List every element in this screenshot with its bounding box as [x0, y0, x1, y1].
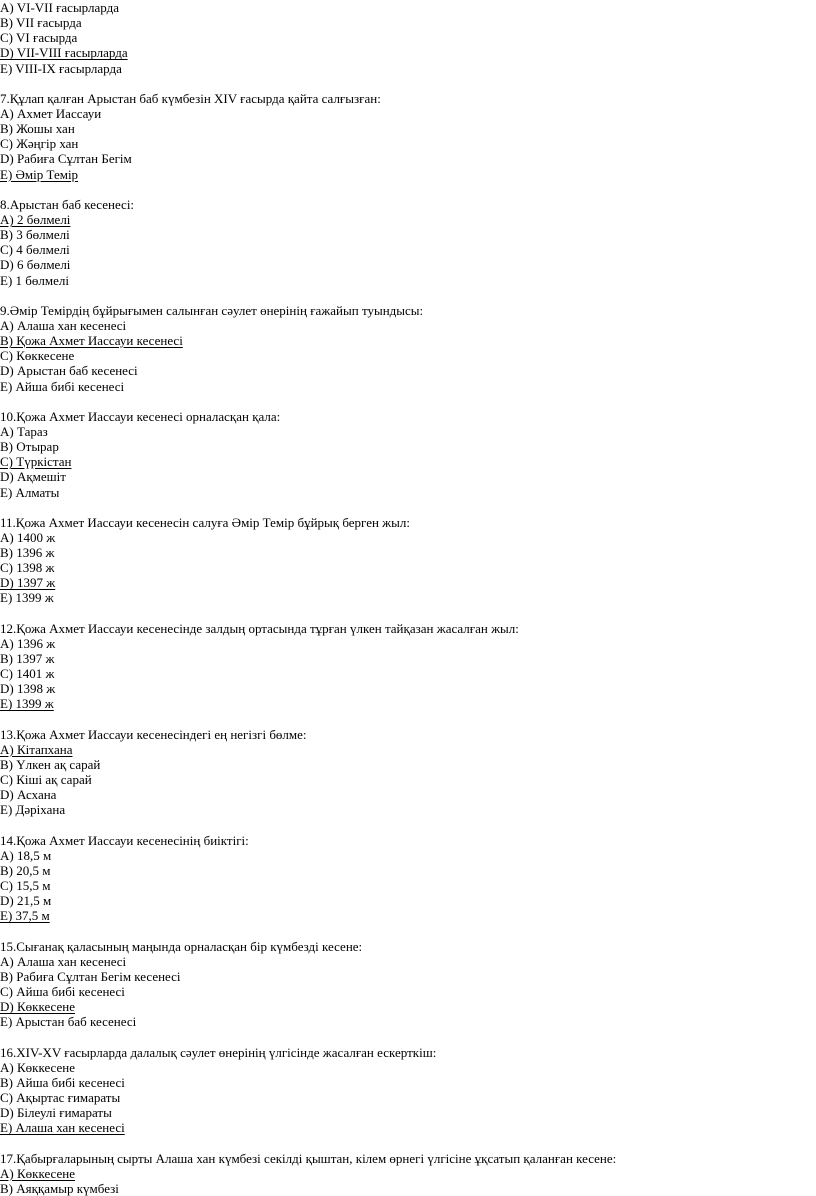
answer-option: D) 21,5 м [0, 893, 52, 909]
answer-option-correct: E) Әмір Темір [0, 166, 79, 182]
answer-option: C) 4 бөлмелі [0, 242, 70, 258]
answer-option: A) VI-VII ғасырларда [0, 0, 119, 15]
answer-option: C) Айша бибі кесенесі [0, 984, 125, 1000]
answer-option: E) 1 бөлмелі [0, 272, 69, 288]
answer-option-correct: D) Көккесене [0, 999, 75, 1015]
answer-option: A) Ахмет Иассауи [0, 105, 102, 121]
question-text: 14.Қожа Ахмет Иассауи кесенесінің биіктігі: [0, 832, 249, 848]
answer-option: B) 1396 ж [0, 545, 55, 561]
answer-option: D) Рабиға Сұлтан Бегім [0, 151, 132, 167]
answer-option: B) Айша бибі кесенесі [0, 1074, 125, 1090]
question-spacer [0, 924, 616, 939]
answer-option-correct: E) Алаша хан кесенесі [0, 1120, 125, 1136]
question-spacer [0, 288, 616, 303]
answer-option: A) 1400 ж [0, 529, 56, 545]
question-spacer [0, 818, 616, 833]
question-text: 7.Құлап қалған Арыстан баб күмбезін XIV ғасырда қайта салғызған: [0, 90, 381, 106]
question-text: 8.Арыстан баб кесенесі: [0, 196, 135, 212]
answer-option: C) 1398 ж [0, 560, 55, 576]
answer-option: B) 1397 ж [0, 651, 55, 667]
answer-option: A) Алаша хан кесенесі [0, 317, 127, 333]
answer-option-correct: E) 37,5 м [0, 908, 50, 924]
question-text: 9.Әмір Темірдің бұйрығымен салынған сәулет өнерінің ғажайып туындысы: [0, 302, 424, 318]
question-text: 10.Қожа Ахмет Иассауи кесенесі орналасқан қала: [0, 408, 281, 424]
answer-option: C) Жәңгір хан [0, 136, 79, 152]
question-spacer [0, 394, 616, 409]
answer-option: D) Арыстан баб кесенесі [0, 363, 138, 379]
answer-option: E) Дәріхана [0, 802, 66, 818]
answer-option-correct: A) Кітапхана [0, 741, 73, 757]
answer-option-correct: A) Көккесене [0, 1165, 75, 1181]
question-spacer [0, 1030, 616, 1045]
answer-option: A) Алаша хан кесенесі [0, 953, 127, 969]
answer-option: A) Көккесене [0, 1059, 75, 1075]
question-spacer [0, 606, 616, 621]
answer-option: A) 1396 ж [0, 635, 56, 651]
question-text: 11.Қожа Ахмет Иассауи кесенесін салуға Әмір Темір бұйрық берген жыл: [0, 514, 411, 530]
answer-option-correct: D) VII-VIII ғасырларда [0, 45, 128, 61]
answer-option: E) VIII-IX ғасырларда [0, 60, 122, 76]
question-text: 13.Қожа Ахмет Иассауи кесенесіндегі ең негізгі бөлме: [0, 726, 307, 742]
question-text: 17.Қабырғаларының сырты Алаша хан күмбезі секілді қыштан, кілем өрнегі үлгісіне ұқсатып қаланған кесене: [0, 1150, 617, 1166]
answer-option: D) 1398 ж [0, 681, 56, 697]
answer-option: C) Кіші ақ сарай [0, 772, 92, 788]
question-spacer [0, 1136, 616, 1151]
answer-option-correct: A) 2 бөлмелі [0, 211, 71, 227]
answer-option: B) Үлкен ақ сарай [0, 757, 101, 773]
answer-option-correct: E) 1399 ж [0, 696, 54, 712]
answer-option: A) 18,5 м [0, 847, 52, 863]
answer-option: E) 1399 ж [0, 590, 54, 606]
answer-option: D) Асхана [0, 787, 57, 803]
question-spacer [0, 76, 616, 91]
answer-option: E) Айша бибі кесенесі [0, 378, 125, 394]
answer-option: B) Отырар [0, 439, 59, 455]
answer-option-correct: B) Қожа Ахмет Иассауи кесенесі [0, 333, 183, 349]
question-spacer [0, 182, 616, 197]
answer-option: E) Алматы [0, 484, 60, 500]
question-text: 12.Қожа Ахмет Иассауи кесенесінде залдың ортасында тұрған үлкен тайқазан жасалған жыл: [0, 620, 519, 636]
answer-option: A) Тараз [0, 423, 48, 439]
answer-option: C) 1401 ж [0, 666, 55, 682]
answer-option: C) Көккесене [0, 348, 75, 364]
answer-option: C) 15,5 м [0, 878, 51, 894]
answer-option: D) Білеулі ғимараты [0, 1105, 112, 1121]
answer-option: B) Рабиға Сұлтан Бегім кесенесі [0, 969, 181, 984]
question-spacer [0, 500, 616, 515]
question-text: 16.XIV-XV ғасырларда далалық сәулет өнерінің үлгісінде жасалған ескерткіш: [0, 1044, 437, 1060]
answer-option: B) 20,5 м [0, 863, 51, 879]
question-text: 15.Сығанақ қаласының маңында орналасқан бір күмбезді кесене: [0, 938, 363, 954]
question-spacer [0, 712, 616, 727]
answer-option: B) VII ғасырда [0, 15, 82, 31]
answer-option: B) Аяққамыр күмбезі [0, 1180, 119, 1196]
answer-option: B) 3 бөлмелі [0, 227, 70, 243]
answer-option: E) Арыстан баб кесенесі [0, 1014, 137, 1030]
answer-option-correct: D) 1397 ж [0, 575, 56, 591]
answer-option: B) Жошы хан [0, 121, 75, 137]
answer-option: C) VI ғасырда [0, 30, 78, 46]
answer-option: C) Ақыртас ғимараты [0, 1090, 121, 1106]
answer-option: D) 6 бөлмелі [0, 257, 71, 273]
answer-option-correct: C) Түркістан [0, 454, 72, 470]
answer-option: D) Ақмешіт [0, 469, 66, 485]
